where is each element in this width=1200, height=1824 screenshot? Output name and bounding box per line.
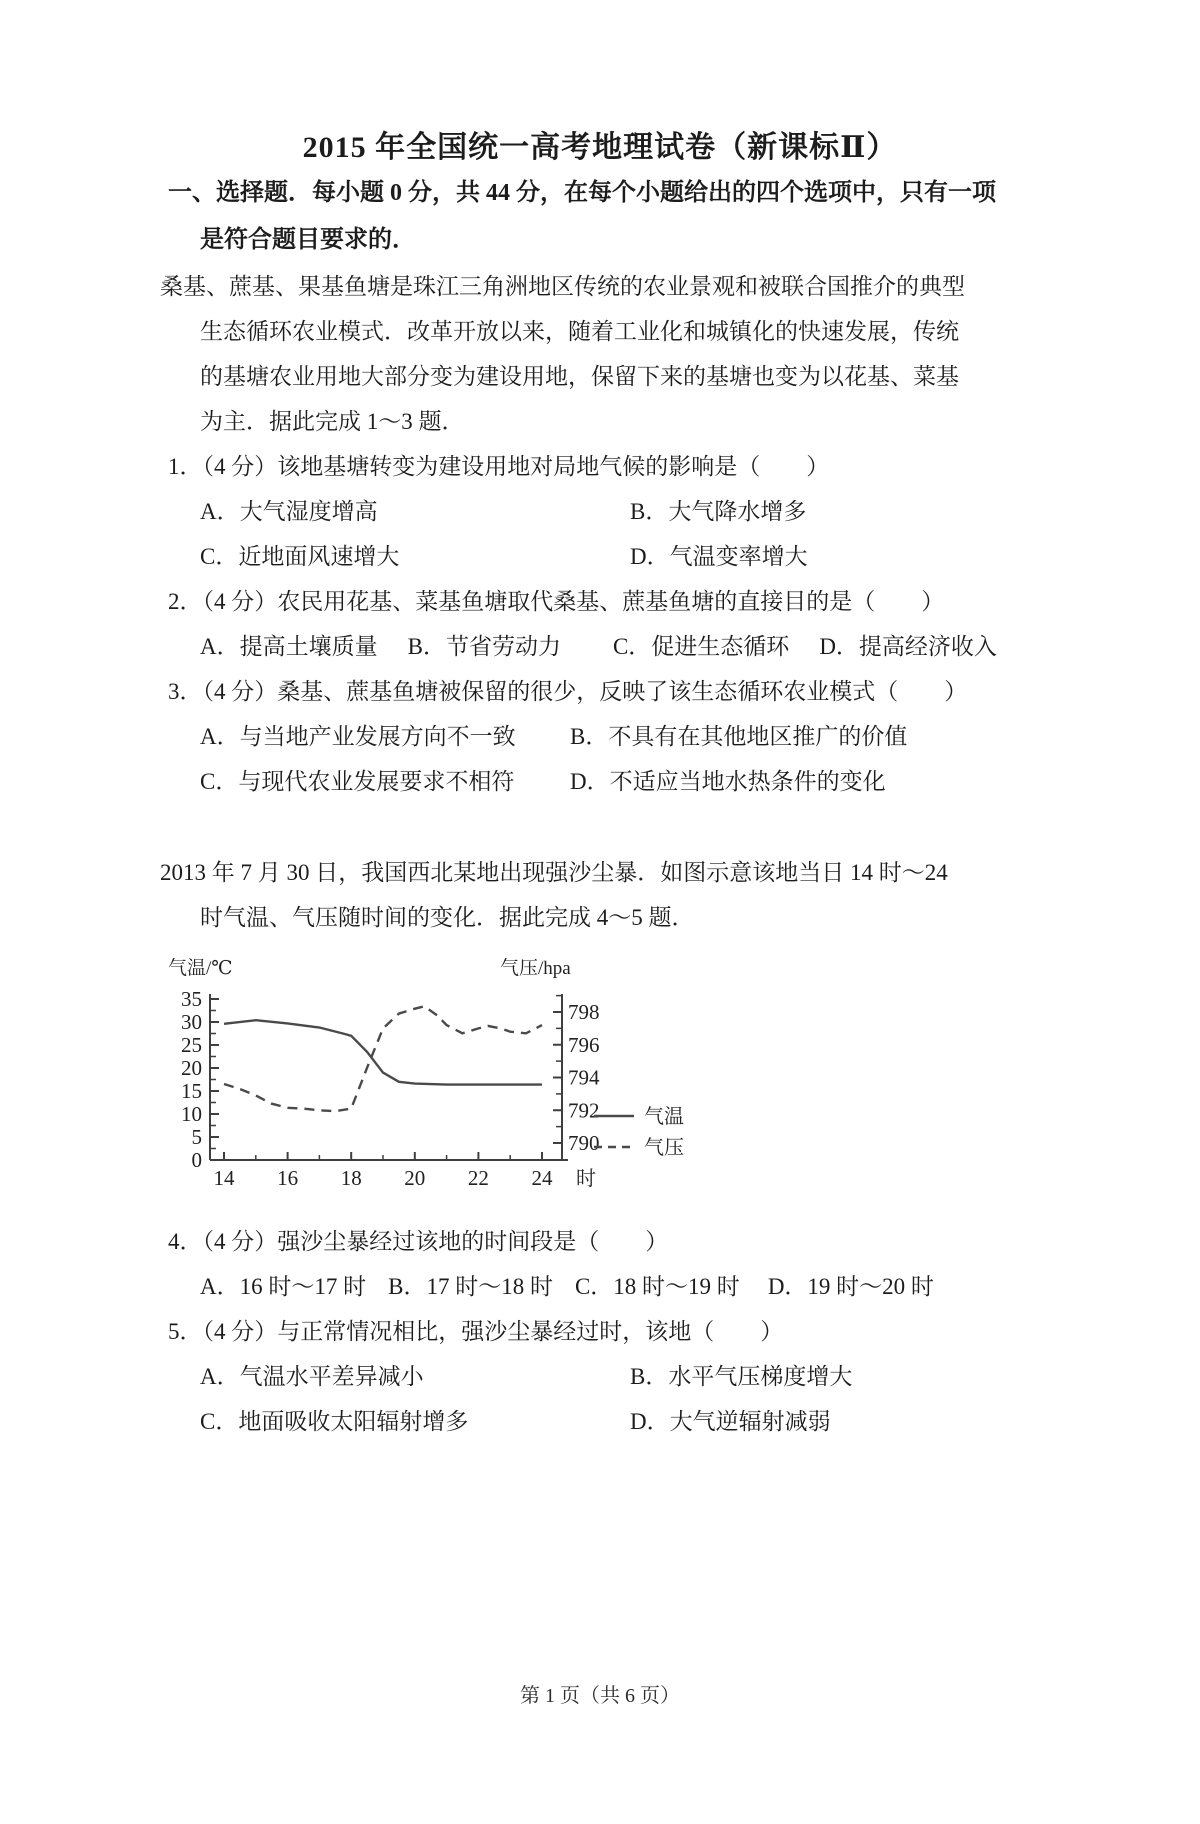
option-1a: A．大气湿度增高 [200,499,378,524]
x-axis-tick-label: 20 [404,1166,426,1190]
passage-1-line: 桑基、蔗基、果基鱼塘是珠江三角洲地区传统的农业景观和被联合国推介的典型 [160,274,965,299]
question-3-options-row-1 [160,714,1040,759]
passage-1-line: 生态循环农业模式．改革开放以来，随着工业化和城镇化的快速发展，传统 [200,319,959,344]
option-5b: B．水平气压梯度增大 [630,1364,853,1389]
option-4c: C．18 时～19 时 [574,1274,740,1299]
passage-1 [160,264,1040,444]
right-axis-tick-label: 794 [568,1065,600,1090]
left-axis-tick-label: 0 [191,1148,202,1172]
page-title: 2015 年全国统一高考地理试卷（新课标Ⅱ） [302,131,898,164]
question-4-options-row [160,1264,1040,1309]
right-axis-tick-label: 792 [568,1098,600,1123]
x-axis-tick-label: 16 [277,1166,299,1190]
option-2d: D．提高经济收入 [819,634,997,659]
temperature-pressure-chart [162,948,1040,1205]
passage-2-line: 2013 年 7 月 30 日，我国西北某地出现强沙尘暴．如图示意该地当日 14 时～24 [160,860,948,885]
chart-svg [162,948,822,1200]
section-heading-line-1: 一、选择题．每小题 0 分，共 44 分，在每个小题给出的四个选项中，只有一项 [168,180,996,206]
page-number-footer: 第 1 页（共 6 页） [520,1685,680,1707]
right-axis-tick-label: 790 [568,1131,600,1155]
left-axis-tick-label: 30 [181,1010,202,1034]
question-5-options-row-1 [160,1354,1040,1399]
legend-label: 气温 [644,1106,684,1128]
option-5c: C．地面吸收太阳辐射增多 [200,1409,469,1434]
x-axis-tick-label: 14 [213,1166,235,1190]
left-axis-tick-label: 35 [181,987,202,1011]
option-5a: A．气温水平差异减小 [200,1364,424,1389]
left-axis-tick-label: 20 [181,1056,202,1080]
question-5 [160,1309,1040,1444]
question-2-options-row [160,624,1040,669]
option-3d: D．不适应当地水热条件的变化 [570,769,886,794]
x-axis-unit-label: 时 [576,1168,596,1190]
option-1c: C．近地面风速增大 [200,544,400,569]
left-axis-tick-label: 25 [181,1033,202,1057]
right-axis-tick-label: 798 [568,1000,600,1024]
question-1-options-row-2 [160,534,1040,579]
question-2-stem: 2．（4 分）农民用花基、菜基鱼塘取代桑基、蔗基鱼塘的直接目的是（ ） [168,589,945,614]
exam-page [0,126,1200,1444]
question-4-stem: 4．（4 分）强沙尘暴经过该地的时间段是（ ） [168,1229,669,1254]
option-2b: B．节省劳动力 [407,634,561,659]
x-axis-tick-label: 18 [340,1166,362,1190]
legend-label: 气压 [644,1137,684,1159]
passage-2 [160,850,1040,940]
option-4b: B．17 时～18 时 [388,1274,553,1299]
option-3b: B．不具有在其他地区推广的价值 [570,724,908,749]
question-3-stem: 3．（4 分）桑基、蔗基鱼塘被保留的很少，反映了该生态循环农业模式（ ） [168,679,968,704]
passage-1-line: 为主．据此完成 1～3 题． [200,409,465,434]
question-5-stem: 5．（4 分）与正常情况相比，强沙尘暴经过时，该地（ ） [168,1319,784,1344]
question-1-options-row-1 [160,489,1040,534]
left-axis-title: 气温/℃ [168,958,233,979]
question-1 [160,444,1040,579]
option-4a: A．16 时～17 时 [200,1274,367,1299]
left-axis-tick-label: 10 [181,1102,202,1126]
question-3 [160,669,1040,804]
option-1d: D．气温变率增大 [630,544,808,569]
series-temperature [224,1020,542,1084]
right-axis-title: 气压/hpa [500,958,571,979]
right-axis-tick-label: 796 [568,1032,600,1057]
x-axis-tick-label: 24 [531,1166,553,1190]
section-heading-line-2: 是符合题目要求的． [200,227,416,253]
question-3-options-row-2 [160,759,1040,804]
option-4d: D．19 时～20 时 [767,1274,934,1299]
question-5-options-row-2 [160,1399,1040,1444]
question-2 [160,579,1040,669]
option-3a: A．与当地产业发展方向不一致 [200,724,516,749]
passage-1-line: 的基塘农业用地大部分变为建设用地，保留下来的基塘也变为以花基、菜基 [200,364,959,389]
section-heading [160,170,1040,264]
option-5d: D．大气逆辐射减弱 [630,1409,831,1434]
option-3c: C．与现代农业发展要求不相符 [200,769,515,794]
passage-2-line: 时气温、气压随时间的变化．据此完成 4～5 题． [200,905,695,930]
option-2c: C．促进生态循环 [612,634,790,659]
left-axis-tick-label: 5 [191,1125,202,1149]
question-1-stem: 1．（4 分）该地基塘转变为建设用地对局地气候的影响是（ ） [168,454,830,479]
option-2a: A．提高土壤质量 [200,634,378,659]
option-1b: B．大气降水增多 [630,499,807,524]
left-axis-tick-label: 15 [181,1079,202,1103]
question-4 [160,1219,1040,1309]
x-axis-tick-label: 22 [467,1166,489,1190]
